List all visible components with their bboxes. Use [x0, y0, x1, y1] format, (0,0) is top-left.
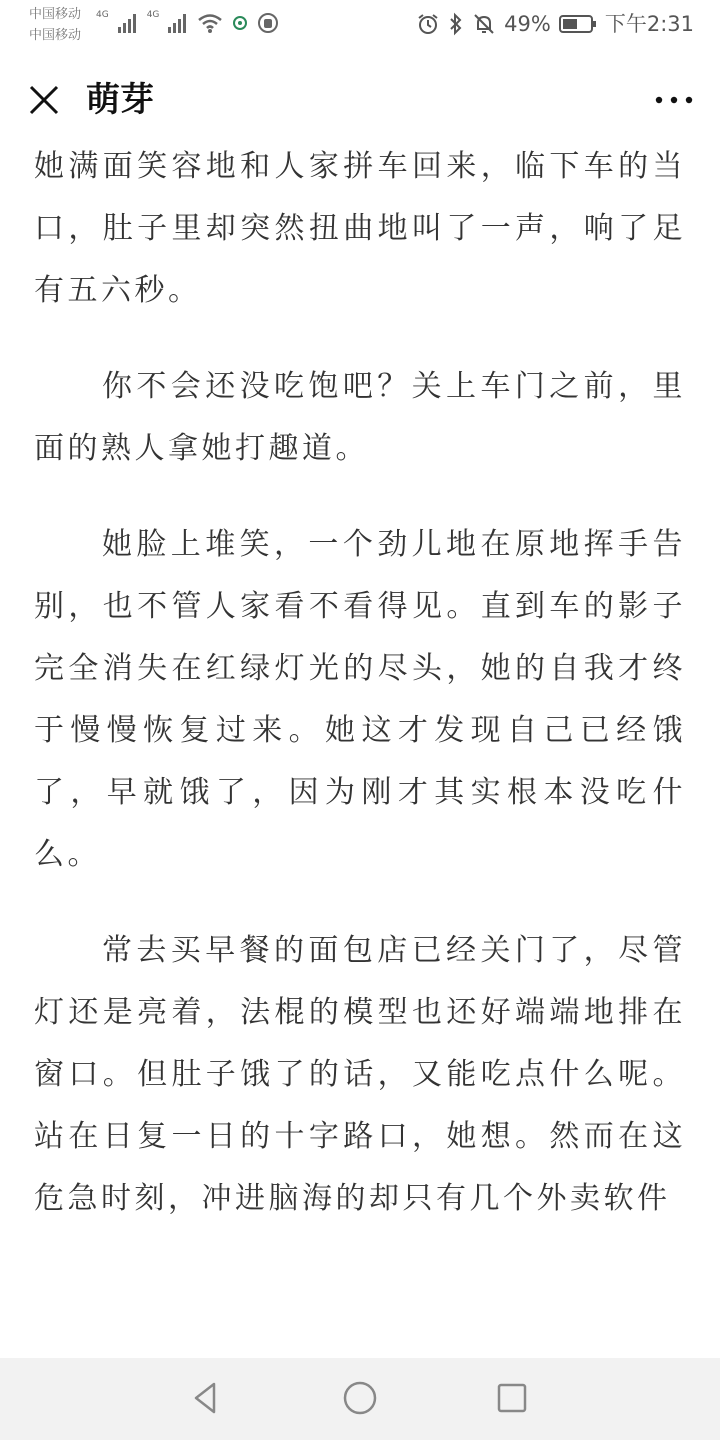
- status-icons-left: [96, 12, 279, 34]
- back-button[interactable]: [184, 1376, 228, 1420]
- article-paragraph: 常去买早餐的面包店已经关门了，尽管灯还是亮着，法棍的模型也还好端端地排在窗口。但肚子饿了的话，又能吃点什么呢。站在日复一日的十字路口，她想。然而在这危急时刻，冲进脑海的却只有几个外卖软件: [34, 933, 686, 1216]
- carrier-label-1: 中国移动: [29, 7, 82, 22]
- article-paragraph: 她满面笑容地和人家拼车回来，临下车的当口，肚子里却突然扭曲地叫了一声，响了足有五六秒。: [34, 149, 686, 308]
- app-header: [0, 52, 720, 148]
- carrier-label-2: 中国移动: [29, 28, 82, 43]
- battery-percent: 49%: [504, 12, 551, 36]
- article-paragraph: 她脸上堆笑，一个劲儿地在原地挥手告别，也不管人家看不看得见。直到车的影子完全消失在红绿灯光的尽头，她的自我才终于慢慢恢复过来。她这才发现自己已经饿了，早就饿了，因为刚才其实根本没吃什么。: [34, 527, 686, 872]
- article-body: [34, 136, 686, 1358]
- alarm-icon: [416, 12, 440, 36]
- close-icon: [27, 83, 61, 117]
- status-icons-right: [416, 10, 694, 38]
- network-type-2: 4G: [146, 10, 160, 20]
- more-options-button[interactable]: [650, 84, 698, 116]
- back-icon: [188, 1380, 224, 1416]
- signal-icon: [117, 12, 139, 34]
- recents-icon: [494, 1380, 530, 1416]
- signal-icon: [167, 12, 189, 34]
- hand-icon: [257, 12, 279, 34]
- page-title: 萌芽: [86, 80, 154, 120]
- wifi-icon: [197, 12, 223, 34]
- bluetooth-icon: [448, 12, 464, 36]
- battery-icon: [559, 13, 597, 35]
- network-type-1: 4G: [96, 10, 109, 20]
- close-button[interactable]: [22, 78, 66, 122]
- system-nav-bar: [0, 1358, 720, 1440]
- hotspot-icon: [231, 12, 249, 34]
- status-bar: [0, 0, 720, 52]
- clock: 下午2:31: [604, 12, 694, 36]
- article-paragraph: 你不会还没吃饱吧？关上车门之前，里面的熟人拿她打趣道。: [34, 369, 686, 466]
- mute-icon: [472, 12, 496, 36]
- more-icon: [654, 95, 694, 105]
- home-button[interactable]: [338, 1376, 382, 1420]
- home-icon: [342, 1380, 378, 1416]
- recents-button[interactable]: [490, 1376, 534, 1420]
